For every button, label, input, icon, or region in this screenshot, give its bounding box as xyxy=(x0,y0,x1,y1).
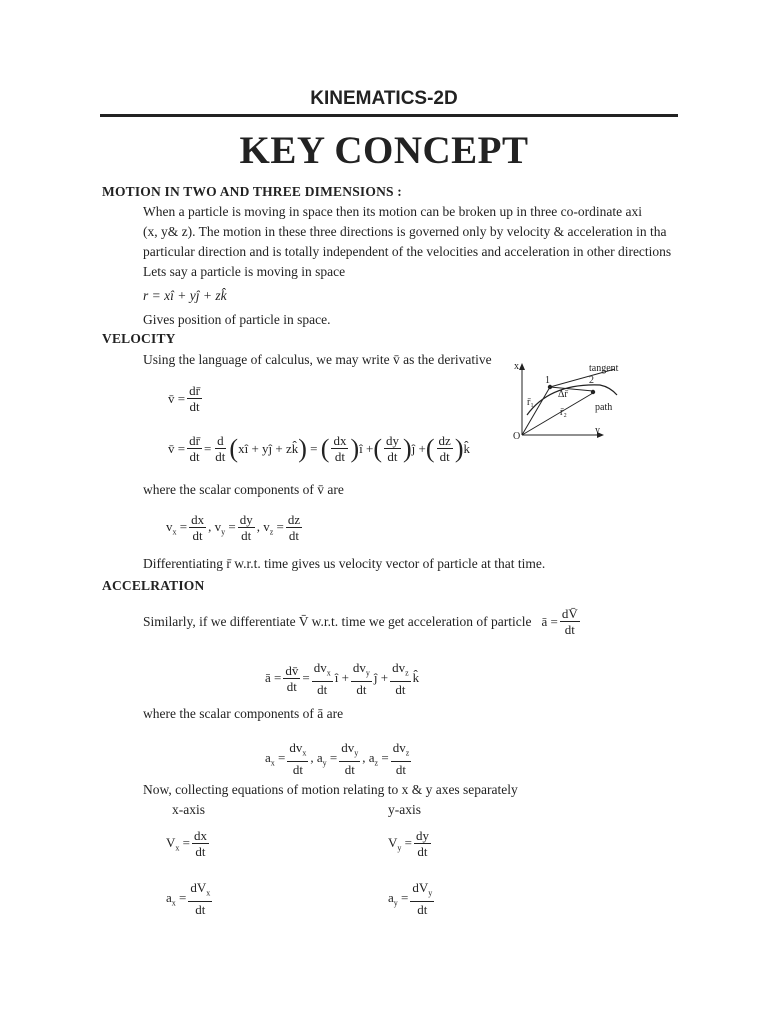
diagram-label-y: y xyxy=(595,425,600,436)
position-note: Gives position of particle in space. xyxy=(143,312,331,327)
section-heading-acceleration: ACCELRATION xyxy=(102,578,205,593)
position-equation: r = xî + yĵ + zk̂ xyxy=(143,288,227,303)
diagram-label-tangent: tangent xyxy=(589,363,619,374)
ay-equation: $a_y$ = $\frac{dV_y}{dt}$ xyxy=(388,880,433,917)
diagram-label-origin: O xyxy=(513,431,521,442)
diagram-label-path: path xyxy=(595,402,613,413)
motion-line-1: When a particle is moving in space then its motion can be broken up in three co-ordinate axi xyxy=(143,204,642,219)
velocity-conclusion: Differentiating r̄ w.r.t. time gives us velocity vector of particle at that time. xyxy=(143,556,546,571)
motion-line-2: (x, y& z). The motion in these three directions is governed only by velocity & acceleration in tha xyxy=(143,224,667,239)
section-heading-motion: MOTION IN TWO AND THREE DIMENSIONS : xyxy=(102,184,403,199)
page-title: KEY CONCEPT xyxy=(239,129,529,172)
header-rule xyxy=(100,114,678,117)
diagram-label-r2: r̄₂ xyxy=(560,407,567,418)
vy-equation: $V_y$ = $\frac{dy}{dt}$ xyxy=(388,828,429,859)
acceleration-scalar-eqs: $a_x$ = $\frac{dv_x}{dt}$ , $a_y$ = $\frac{dv_y}{dt}$ , $a_z$ = $\frac{dv_z}{dt}$ xyxy=(265,740,410,777)
diagram-label-point-2: 2 xyxy=(589,375,594,386)
section-heading-velocity: VELOCITY xyxy=(102,331,176,346)
diagram-label-x: x xyxy=(514,361,519,372)
acceleration-components-note: where the scalar components of ā are xyxy=(143,706,344,721)
acceleration-intro-row: Similarly, if we differentiate V̄ w.r.t. time we get acceleration of particle ā = $\frac{dV̄}{dt}$ xyxy=(143,606,578,637)
acceleration-intro: Similarly, if we differentiate V̄ w.r.t. time we get acceleration of particle xyxy=(143,613,532,629)
column-x-axis: x-axis xyxy=(172,802,205,817)
motion-line-4: Lets say a particle is moving in space xyxy=(143,264,346,279)
diagram-label-r1: r̄₁ xyxy=(527,397,534,408)
motion-line-3: particular direction and is totally independent of the velocities and acceleration in other directions xyxy=(143,244,672,259)
collect-equations-note: Now, collecting equations of motion relating to x & y axes separately xyxy=(143,782,518,797)
acceleration-component-eq: ā = $\frac{dv̄}{dt}$ = $\frac{dv_x}{dt}$ î + $\frac{dv_y}{dt}$ ĵ + $\frac{dv_z}{dt}$ k̂ xyxy=(265,660,420,697)
ax-equation: $a_x$ = $\frac{dV_x}{dt}$ xyxy=(166,880,211,917)
velocity-component-eq: v̄ = $\frac{dr̄}{dt}$ = $\frac{d}{dt}$ ( xî + yĵ + zk̂ ) = ( $\frac{dx}{dt}$ ) î + ( $\frac{dy}{dt}$ ) ĵ + ( $\frac{dz}{dt}$ ) k̂ xyxy=(168,433,470,464)
velocity-definition-eq: v̄ = $\frac{dr̄}{dt}$ xyxy=(168,383,200,414)
column-y-axis: y-axis xyxy=(388,802,421,817)
velocity-intro: Using the language of calculus, we may write v̄ as the derivative xyxy=(143,352,492,367)
diagram-label-delta-r: Δr̄ xyxy=(558,389,568,400)
velocity-scalar-eqs: $v_x$ = $\frac{dx}{dt}$ , $v_y$ = $\frac{dy}{dt}$ , $v_z$ = $\frac{dz}{dt}$ xyxy=(166,512,301,543)
position-vector-diagram xyxy=(505,355,645,445)
diagram-label-point-1: 1 xyxy=(545,375,550,386)
velocity-components-note: where the scalar components of v̄ are xyxy=(143,482,344,497)
vx-equation: $V_x$ = $\frac{dx}{dt}$ xyxy=(166,828,207,859)
page-header: KINEMATICS-2D xyxy=(310,88,458,109)
